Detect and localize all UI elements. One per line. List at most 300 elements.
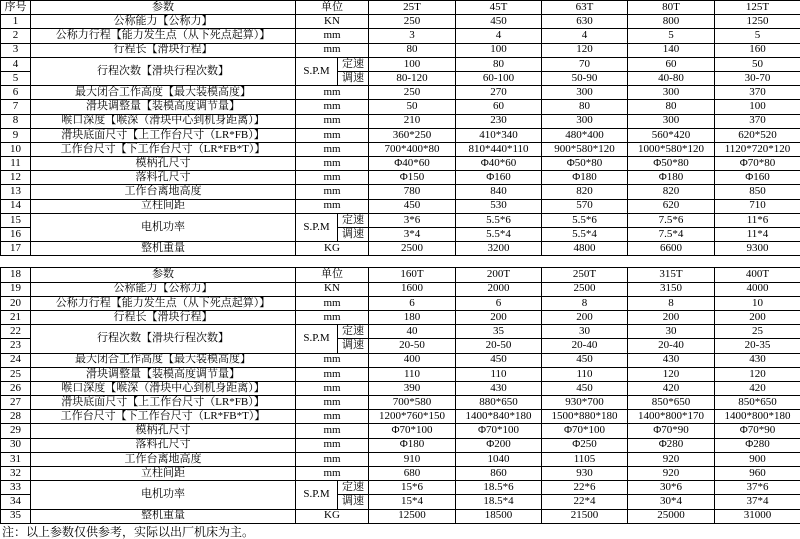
value-cell: 6600 (628, 242, 715, 256)
value-cell: 860 (456, 467, 542, 481)
value-cell: Φ180 (369, 438, 456, 452)
value-cell: 630 (542, 15, 628, 29)
value-cell: 21500 (542, 509, 628, 523)
speed-mode-cell: 定速 (338, 213, 369, 227)
value-cell: 110 (542, 367, 628, 381)
spec-row (1, 424, 800, 438)
value-cell: 50 (369, 100, 456, 114)
value-cell: 920 (628, 467, 715, 481)
value-cell: 3150 (628, 282, 715, 296)
unit-cell: mm (296, 100, 369, 114)
value-cell: 200 (628, 310, 715, 324)
value-cell: 450 (369, 199, 456, 213)
param-cell: 工作台离地高度 (31, 185, 296, 199)
param-cell: 工作台离地高度 (31, 452, 296, 466)
spec-row (1, 481, 800, 495)
model-header-cell: 250T (542, 268, 628, 282)
value-cell: 430 (628, 353, 715, 367)
spec-row (1, 86, 800, 100)
value-cell: 40-80 (628, 71, 715, 85)
param-cell: 公称力行程【能力发生点（从下死点起算）】 (31, 296, 296, 310)
row-number-cell: 34 (1, 495, 31, 509)
unit-cell: mm (296, 86, 369, 100)
value-cell: 210 (369, 114, 456, 128)
spec-row (1, 438, 800, 452)
value-cell: 840 (456, 185, 542, 199)
value-cell: 420 (628, 381, 715, 395)
unit-cell: mm (296, 367, 369, 381)
value-cell: 18.5*4 (456, 495, 542, 509)
value-cell: 4 (456, 29, 542, 43)
param-cell: 滑块调整量【装模高度调节量】 (31, 100, 296, 114)
param-cell: 整机重量 (31, 242, 296, 256)
row-number-cell: 31 (1, 452, 31, 466)
unit-cell: mm (296, 410, 369, 424)
param-cell: 滑块底面尺寸【上工作台尺寸（LR*FB）】 (31, 128, 296, 142)
model-header-cell: 200T (456, 268, 542, 282)
value-cell: 80 (542, 100, 628, 114)
param-cell: 公称能力【公称力】 (31, 15, 296, 29)
value-cell: 60 (628, 57, 715, 71)
value-cell: 3*6 (369, 213, 456, 227)
value-cell: 4 (542, 29, 628, 43)
param-cell: 电机功率 (31, 213, 296, 241)
unit-cell: mm (296, 396, 369, 410)
value-cell: 700*400*80 (369, 142, 456, 156)
unit-cell: S.P.M (296, 213, 338, 241)
value-cell: 5.5*6 (456, 213, 542, 227)
row-number-cell: 6 (1, 86, 31, 100)
value-cell: Φ160 (715, 171, 800, 185)
value-cell: 40 (369, 325, 456, 339)
row-number-header: 18 (1, 268, 31, 282)
param-cell: 行程长【滑块行程】 (31, 43, 296, 57)
spec-row (1, 128, 800, 142)
value-cell: Φ50*80 (628, 157, 715, 171)
value-cell: 300 (628, 86, 715, 100)
param-cell: 工作台尺寸【下工作台尺寸（LR*FB*T）】 (31, 410, 296, 424)
value-cell: 50-90 (542, 71, 628, 85)
speed-mode-cell: 定速 (338, 57, 369, 71)
value-cell: 80-120 (369, 71, 456, 85)
row-number-cell: 13 (1, 185, 31, 199)
unit-cell: KG (296, 242, 369, 256)
row-number-cell: 35 (1, 509, 31, 523)
value-cell: 37*6 (715, 481, 800, 495)
speed-mode-cell: 定速 (338, 481, 369, 495)
value-cell: 120 (715, 367, 800, 381)
param-cell: 行程次数【滑块行程次数】 (31, 57, 296, 85)
value-cell: 5 (628, 29, 715, 43)
row-number-cell: 20 (1, 296, 31, 310)
spec-row (1, 171, 800, 185)
value-cell: 8 (542, 296, 628, 310)
value-cell: 910 (369, 452, 456, 466)
row-number-cell: 12 (1, 171, 31, 185)
spec-row (1, 381, 800, 395)
unit-cell: mm (296, 29, 369, 43)
value-cell: Φ40*60 (456, 157, 542, 171)
row-number-cell: 22 (1, 325, 31, 339)
value-cell: 31000 (715, 509, 800, 523)
unit-cell: mm (296, 438, 369, 452)
unit-cell: mm (296, 43, 369, 57)
value-cell: 18.5*6 (456, 481, 542, 495)
value-cell: 8 (628, 296, 715, 310)
param-cell: 整机重量 (31, 509, 296, 523)
value-cell: 20-40 (628, 339, 715, 353)
param-cell: 落料孔尺寸 (31, 171, 296, 185)
value-cell: Φ50*80 (542, 157, 628, 171)
row-number-cell: 10 (1, 142, 31, 156)
value-cell: 30*6 (628, 481, 715, 495)
value-cell: 110 (369, 367, 456, 381)
value-cell: 2500 (542, 282, 628, 296)
param-header: 参数 (31, 1, 296, 15)
row-number-cell: 21 (1, 310, 31, 324)
value-cell: 620 (628, 199, 715, 213)
param-cell: 落料孔尺寸 (31, 438, 296, 452)
speed-mode-cell: 调速 (338, 495, 369, 509)
value-cell: 15*4 (369, 495, 456, 509)
value-cell: 30-70 (715, 71, 800, 85)
value-cell: 570 (542, 199, 628, 213)
param-cell: 公称能力【公称力】 (31, 282, 296, 296)
value-cell: 100 (456, 43, 542, 57)
spec-row (1, 157, 800, 171)
spec-row (1, 396, 800, 410)
model-header-cell: 125T (715, 1, 800, 15)
param-cell: 滑块底面尺寸【上工作台尺寸（LR*FB）】 (31, 396, 296, 410)
spec-table-large (0, 267, 800, 523)
value-cell: 3*4 (369, 228, 456, 242)
value-cell: 530 (456, 199, 542, 213)
value-cell: 18500 (456, 509, 542, 523)
value-cell: 1120*720*120 (715, 142, 800, 156)
value-cell: 4000 (715, 282, 800, 296)
value-cell: 1400*800*170 (628, 410, 715, 424)
value-cell: Φ70*100 (542, 424, 628, 438)
value-cell: Φ280 (628, 438, 715, 452)
value-cell: 25 (715, 325, 800, 339)
spec-row (1, 57, 800, 71)
unit-cell: KN (296, 15, 369, 29)
value-cell: 930*700 (542, 396, 628, 410)
value-cell: 270 (456, 86, 542, 100)
value-cell: 5.5*6 (542, 213, 628, 227)
speed-mode-cell: 定速 (338, 325, 369, 339)
row-number-cell: 28 (1, 410, 31, 424)
param-header: 参数 (31, 268, 296, 282)
value-cell: 370 (715, 114, 800, 128)
value-cell: 80 (369, 43, 456, 57)
row-number-cell: 30 (1, 438, 31, 452)
model-header-cell: 63T (542, 1, 628, 15)
spec-row (1, 199, 800, 213)
row-number-cell: 27 (1, 396, 31, 410)
spec-row (1, 509, 800, 523)
row-number-cell: 25 (1, 367, 31, 381)
value-cell: 7.5*6 (628, 213, 715, 227)
value-cell: 230 (456, 114, 542, 128)
row-number-cell: 8 (1, 114, 31, 128)
spec-row (1, 242, 800, 256)
spec-row (1, 296, 800, 310)
value-cell: 450 (542, 381, 628, 395)
value-cell: 300 (628, 114, 715, 128)
spec-row (1, 213, 800, 227)
speed-mode-cell: 调速 (338, 71, 369, 85)
value-cell: Φ70*100 (456, 424, 542, 438)
row-number-cell: 26 (1, 381, 31, 395)
unit-cell: mm (296, 310, 369, 324)
spec-row (1, 114, 800, 128)
unit-cell: mm (296, 296, 369, 310)
value-cell: 780 (369, 185, 456, 199)
value-cell: 710 (715, 199, 800, 213)
value-cell: 6 (369, 296, 456, 310)
value-cell: 450 (456, 15, 542, 29)
speed-mode-cell: 调速 (338, 339, 369, 353)
value-cell: 120 (628, 367, 715, 381)
value-cell: 850*650 (628, 396, 715, 410)
value-cell: 800 (628, 15, 715, 29)
value-cell: 5 (715, 29, 800, 43)
value-cell: 1400*800*180 (715, 410, 800, 424)
value-cell: 430 (456, 381, 542, 395)
value-cell: 120 (542, 43, 628, 57)
value-cell: Φ160 (456, 171, 542, 185)
value-cell: 250 (369, 15, 456, 29)
value-cell: 20-40 (542, 339, 628, 353)
value-cell: 200 (456, 310, 542, 324)
value-cell: 9300 (715, 242, 800, 256)
value-cell: 50 (715, 57, 800, 71)
spec-table-small (0, 0, 800, 256)
value-cell: 1105 (542, 452, 628, 466)
unit-cell: S.P.M (296, 481, 338, 509)
footnote: 注：以上参数仅供参考，实际以出厂机床为主。 (0, 524, 800, 539)
row-number-cell: 23 (1, 339, 31, 353)
value-cell: 1500*880*180 (542, 410, 628, 424)
spec-row (1, 452, 800, 466)
value-cell: 5.5*4 (456, 228, 542, 242)
param-cell: 行程次数【滑块行程次数】 (31, 325, 296, 353)
param-cell: 公称力行程【能力发生点（从下死点起算）】 (31, 29, 296, 43)
value-cell: 70 (542, 57, 628, 71)
unit-cell: mm (296, 424, 369, 438)
unit-cell: mm (296, 353, 369, 367)
unit-cell: mm (296, 114, 369, 128)
unit-header: 单位 (296, 1, 369, 15)
value-cell: 300 (542, 86, 628, 100)
value-cell: 820 (542, 185, 628, 199)
value-cell: 140 (628, 43, 715, 57)
row-number-cell: 14 (1, 199, 31, 213)
row-number-header: 序号 (1, 1, 31, 15)
value-cell: 850 (715, 185, 800, 199)
value-cell: 880*650 (456, 396, 542, 410)
value-cell: 250 (369, 86, 456, 100)
value-cell: 3200 (456, 242, 542, 256)
value-cell: 22*6 (542, 481, 628, 495)
value-cell: 100 (369, 57, 456, 71)
spec-row (1, 15, 800, 29)
value-cell: 300 (542, 114, 628, 128)
value-cell: Φ70*100 (369, 424, 456, 438)
value-cell: 420 (715, 381, 800, 395)
value-cell: 680 (369, 467, 456, 481)
unit-cell: mm (296, 199, 369, 213)
param-cell: 最大闭合工作高度【最大装模高度】 (31, 86, 296, 100)
spec-row (1, 282, 800, 296)
param-cell: 模柄孔尺寸 (31, 424, 296, 438)
value-cell: 850*650 (715, 396, 800, 410)
value-cell: 810*440*110 (456, 142, 542, 156)
value-cell: Φ180 (628, 171, 715, 185)
spec-row (1, 353, 800, 367)
value-cell: Φ180 (542, 171, 628, 185)
value-cell: 480*400 (542, 128, 628, 142)
value-cell: 25000 (628, 509, 715, 523)
row-number-cell: 2 (1, 29, 31, 43)
spec-row (1, 100, 800, 114)
param-cell: 电机功率 (31, 481, 296, 509)
value-cell: 200 (542, 310, 628, 324)
value-cell: Φ70*90 (628, 424, 715, 438)
value-cell: 3 (369, 29, 456, 43)
param-cell: 立柱间距 (31, 199, 296, 213)
spec-row (1, 29, 800, 43)
value-cell: 1600 (369, 282, 456, 296)
value-cell: Φ200 (456, 438, 542, 452)
unit-cell: mm (296, 128, 369, 142)
unit-cell: KG (296, 509, 369, 523)
value-cell: 1040 (456, 452, 542, 466)
spec-row (1, 410, 800, 424)
value-cell: 430 (715, 353, 800, 367)
row-number-cell: 7 (1, 100, 31, 114)
value-cell: Φ70*80 (715, 157, 800, 171)
header-row (1, 1, 800, 15)
value-cell: 11*4 (715, 228, 800, 242)
row-number-cell: 29 (1, 424, 31, 438)
value-cell: 1400*840*180 (456, 410, 542, 424)
value-cell: 820 (628, 185, 715, 199)
value-cell: 160 (715, 43, 800, 57)
value-cell: 30 (542, 325, 628, 339)
row-number-cell: 4 (1, 57, 31, 71)
param-cell: 立柱间距 (31, 467, 296, 481)
param-cell: 喉口深度【喉深（滑块中心到机身距离）】 (31, 114, 296, 128)
value-cell: 80 (628, 100, 715, 114)
value-cell: 22*4 (542, 495, 628, 509)
value-cell: 410*340 (456, 128, 542, 142)
value-cell: 12500 (369, 509, 456, 523)
value-cell: Φ150 (369, 171, 456, 185)
value-cell: 60 (456, 100, 542, 114)
row-number-cell: 9 (1, 128, 31, 142)
value-cell: 930 (542, 467, 628, 481)
row-number-cell: 24 (1, 353, 31, 367)
model-header-cell: 315T (628, 268, 715, 282)
unit-cell: mm (296, 381, 369, 395)
value-cell: 370 (715, 86, 800, 100)
unit-cell: S.P.M (296, 57, 338, 85)
param-cell: 行程长【滑块行程】 (31, 310, 296, 324)
value-cell: 1200*760*150 (369, 410, 456, 424)
value-cell: 2000 (456, 282, 542, 296)
value-cell: Φ250 (542, 438, 628, 452)
unit-cell: mm (296, 452, 369, 466)
value-cell: 960 (715, 467, 800, 481)
value-cell: 10 (715, 296, 800, 310)
value-cell: 360*250 (369, 128, 456, 142)
value-cell: 7.5*4 (628, 228, 715, 242)
spec-row (1, 367, 800, 381)
model-header-cell: 25T (369, 1, 456, 15)
unit-cell: KN (296, 282, 369, 296)
value-cell: 15*6 (369, 481, 456, 495)
value-cell: 560*420 (628, 128, 715, 142)
param-cell: 模柄孔尺寸 (31, 157, 296, 171)
value-cell: 60-100 (456, 71, 542, 85)
row-number-cell: 3 (1, 43, 31, 57)
value-cell: Φ280 (715, 438, 800, 452)
value-cell: 30*4 (628, 495, 715, 509)
value-cell: 35 (456, 325, 542, 339)
value-cell: 400 (369, 353, 456, 367)
spec-row (1, 43, 800, 57)
value-cell: 450 (456, 353, 542, 367)
value-cell: 620*520 (715, 128, 800, 142)
row-number-cell: 16 (1, 228, 31, 242)
value-cell: 11*6 (715, 213, 800, 227)
value-cell: 900 (715, 452, 800, 466)
spec-row (1, 310, 800, 324)
row-number-cell: 17 (1, 242, 31, 256)
unit-cell: mm (296, 157, 369, 171)
value-cell: 1000*580*120 (628, 142, 715, 156)
speed-mode-cell: 调速 (338, 228, 369, 242)
param-cell: 滑块调整量【装模高度调节量】 (31, 367, 296, 381)
row-number-cell: 15 (1, 213, 31, 227)
value-cell: 390 (369, 381, 456, 395)
value-cell: 6 (456, 296, 542, 310)
value-cell: 180 (369, 310, 456, 324)
value-cell: 30 (628, 325, 715, 339)
value-cell: 20-50 (369, 339, 456, 353)
row-number-cell: 5 (1, 71, 31, 85)
value-cell: 4800 (542, 242, 628, 256)
value-cell: 200 (715, 310, 800, 324)
value-cell: 450 (542, 353, 628, 367)
header-row (1, 268, 800, 282)
row-number-cell: 33 (1, 481, 31, 495)
unit-cell: mm (296, 467, 369, 481)
value-cell: 80 (456, 57, 542, 71)
value-cell: 110 (456, 367, 542, 381)
value-cell: 900*580*120 (542, 142, 628, 156)
model-header-cell: 160T (369, 268, 456, 282)
value-cell: 37*4 (715, 495, 800, 509)
value-cell: 920 (628, 452, 715, 466)
value-cell: 20-50 (456, 339, 542, 353)
row-number-cell: 11 (1, 157, 31, 171)
model-header-cell: 45T (456, 1, 542, 15)
unit-cell: mm (296, 171, 369, 185)
value-cell: 1250 (715, 15, 800, 29)
